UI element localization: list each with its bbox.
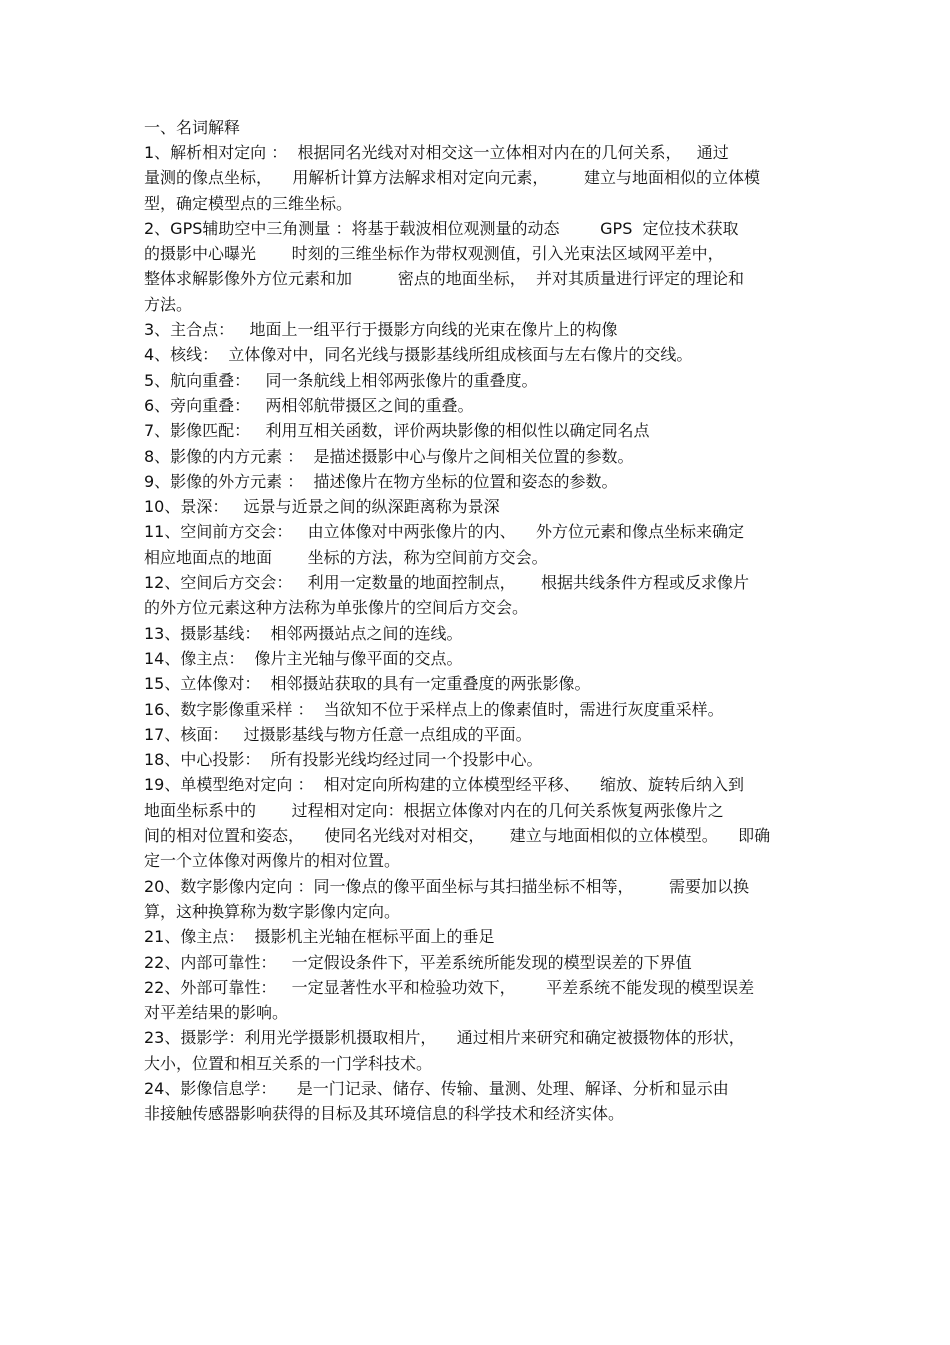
definition-list: [144, 140, 824, 1127]
definition-line: 16、数字影像重采样 ： 当欲知不位于采样点上的像素值时，需进行灰度重采样。: [144, 699, 724, 719]
definition-line: 6、旁向重叠： 两相邻航带摄区之间的重叠。: [144, 395, 474, 415]
definition-line: 14、像主点： 像片主光轴与像平面的交点。: [144, 648, 463, 668]
definition-entry: [144, 342, 824, 367]
definition-line: 8、影像的内方元素 ： 是描述摄影中心与像片之间相关位置的参数。: [144, 446, 634, 466]
definition-line: 整体求解影像外方位元素和加 密点的地面坐标， 并对其质量进行评定的理论和: [144, 269, 744, 289]
definition-line: 22、内部可靠性： 一定假设条件下，平差系统所能发现的模型误差的下界值: [144, 952, 692, 972]
definition-line: 20、数字影像内定向 ：同一像点的像平面坐标与其扫描坐标不相等， 需要加以换: [144, 876, 750, 896]
definition-line: 量测的像点坐标， 用解析计算方法解求相对定向元素， 建立与地面相似的立体模: [144, 168, 760, 188]
definition-line: 21、像主点： 摄影机主光轴在框标平面上的垂足: [144, 927, 495, 947]
document-page: [144, 116, 824, 1127]
definition-line: 定一个立体像对两像片的相对位置。: [144, 851, 401, 871]
definition-line: 的外方位元素这种方法称为单张像片的空间后方交会。: [144, 598, 529, 618]
definition-line: 4、核线： 立体像对中，同名光线与摄影基线所组成核面与左右像片的交线。: [144, 345, 693, 365]
definition-line: 9、影像的外方元素 ： 描述像片在物方坐标的位置和姿态的参数。: [144, 471, 618, 491]
definition-entry: [144, 747, 824, 772]
definition-entry: [144, 140, 824, 216]
definition-line: 对平差结果的影响。: [144, 1003, 289, 1023]
definition-line: 地面坐标系中的 过程相对定向：根据立体像对内在的几何关系恢复两张像片之: [144, 800, 724, 820]
definition-line: 7、影像匹配： 利用互相关函数，评价两块影像的相似性以确定同名点: [144, 421, 650, 441]
definition-line: 18、中心投影： 所有投影光线均经过同一个投影中心。: [144, 750, 543, 770]
definition-line: 1、解析相对定向 ： 根据同名光线对对相交这一立体相对内在的几何关系， 通过: [144, 143, 729, 162]
definition-entry: [144, 418, 824, 443]
definition-entry: [144, 874, 824, 925]
definition-line: 13、摄影基线： 相邻两摄站点之间的连线。: [144, 623, 463, 643]
definition-entry: [144, 697, 824, 722]
definition-line: 11、空间前方交会： 由立体像对中两张像片的内、 外方位元素和像点坐标来确定: [144, 522, 744, 542]
definition-line: 算，这种换算称为数字影像内定向。: [144, 901, 401, 921]
definition-line: 大小，位置和相互关系的一门学科技术。: [144, 1053, 433, 1073]
definition-entry: [144, 368, 824, 393]
definition-line: 17、核面： 过摄影基线与物方任意一点组成的平面。: [144, 724, 532, 744]
definition-entry: [144, 444, 824, 469]
definition-line: 2、GPS辅助空中三角测量 ：将基于载波相位观测量的动态 GPS 定位技术获取: [144, 218, 739, 238]
definition-entry: [144, 216, 824, 317]
definition-line: 型，确定模型点的三维坐标。: [144, 193, 353, 213]
definition-line: 22、外部可靠性： 一定显著性水平和检验功效下， 平差系统不能发现的模型误差: [144, 977, 755, 997]
definition-line: 相应地面点的地面 坐标的方法，称为空间前方交会。: [144, 547, 548, 567]
section-heading: 一、名词解释: [144, 118, 241, 137]
definition-entry: [144, 519, 824, 570]
definition-entry: [144, 950, 824, 975]
definition-line: 10、景深： 远景与近景之间的纵深距离称为景深: [144, 497, 500, 517]
definition-entry: [144, 393, 824, 418]
definition-entry: [144, 1076, 824, 1127]
definition-line: 非接触传感器影响获得的目标及其环境信息的科学技术和经济实体。: [144, 1104, 625, 1124]
definition-entry: [144, 469, 824, 494]
definition-entry: [144, 570, 824, 621]
definition-entry: [144, 722, 824, 747]
definition-line: 的摄影中心曝光 时刻的三维坐标作为带权观测值，引入光束法区域网平差中，: [144, 244, 724, 264]
definition-line: 5、航向重叠： 同一条航线上相邻两张像片的重叠度。: [144, 370, 538, 390]
definition-entry: [144, 671, 824, 696]
definition-entry: [144, 924, 824, 949]
definition-line: 24、影像信息学： 是一门记录、储存、传输、量测、处理、解译、分析和显示由: [144, 1078, 729, 1098]
definition-line: 23、摄影学：利用光学摄影机摄取相片， 通过相片来研究和确定被摄物体的形状，: [144, 1028, 745, 1048]
definition-entry: [144, 772, 824, 873]
definition-line: 3、主合点： 地面上一组平行于摄影方向线的光束在像片上的构像: [144, 320, 618, 340]
definition-line: 间的相对位置和姿态， 使同名光线对对相交， 建立与地面相似的立体模型。 即确: [144, 826, 771, 846]
definition-entry: [144, 621, 824, 646]
definition-line: 15、立体像对： 相邻摄站获取的具有一定重叠度的两张影像。: [144, 674, 591, 694]
definition-line: 12、空间后方交会： 利用一定数量的地面控制点， 根据共线条件方程或反求像片: [144, 573, 750, 593]
definition-line: 19、单模型绝对定向 ： 相对定向所构建的立体模型经平移、 缩放、旋转后纳入到: [144, 775, 744, 795]
definition-line: 方法。: [144, 294, 193, 314]
definition-entry: [144, 494, 824, 519]
definition-entry: [144, 1025, 824, 1076]
definition-entry: [144, 975, 824, 1026]
definition-entry: [144, 646, 824, 671]
definition-entry: [144, 317, 824, 342]
